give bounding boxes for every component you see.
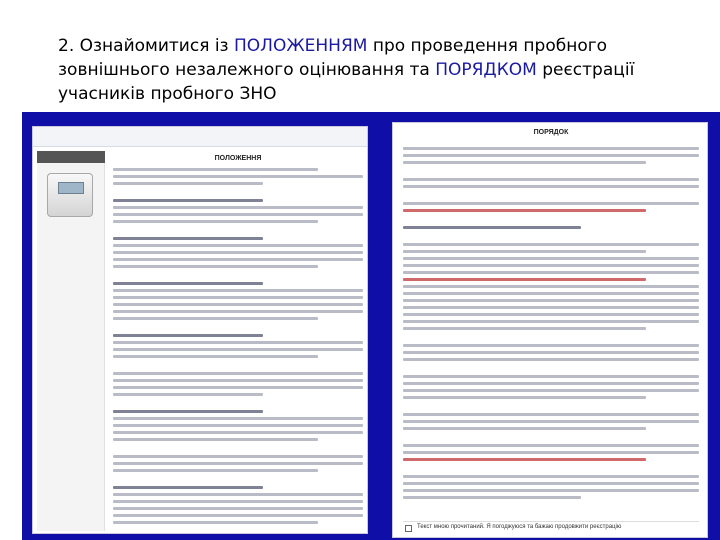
title-part-1: 2. Ознайомитися із (58, 36, 234, 56)
agreement-row (403, 521, 699, 533)
procedure-text-block (403, 143, 699, 503)
device-image (47, 173, 93, 217)
slide-header (0, 0, 720, 104)
agreement-label: Текст мною прочитаний. Я погоджуюся та бажаю продовжити реєстрацію (417, 524, 622, 530)
title-part-5: реєстрації учасників пробного ЗНО (58, 60, 635, 104)
title-part-3: про проведення пробного зовнішнього незалежного оцінювання та (58, 36, 608, 80)
procedure-title: ПОРЯДОК (533, 129, 569, 136)
sidebar-title (37, 151, 105, 163)
regulation-document (113, 151, 363, 531)
agreement-checkbox[interactable] (405, 525, 412, 532)
regulation-title: ПОЛОЖЕННЯ (214, 155, 262, 162)
left-sidebar (37, 151, 105, 531)
procedure-screenshot (392, 122, 708, 538)
regulation-text-block (113, 168, 363, 524)
regulation-screenshot (32, 126, 368, 534)
title-highlight-regulation: ПОЛОЖЕННЯМ (234, 36, 368, 56)
title-highlight-procedure: ПОРЯДКОМ (435, 60, 537, 80)
browser-top-bar (33, 127, 368, 147)
slide-background (22, 112, 720, 540)
slide-title (58, 34, 708, 106)
